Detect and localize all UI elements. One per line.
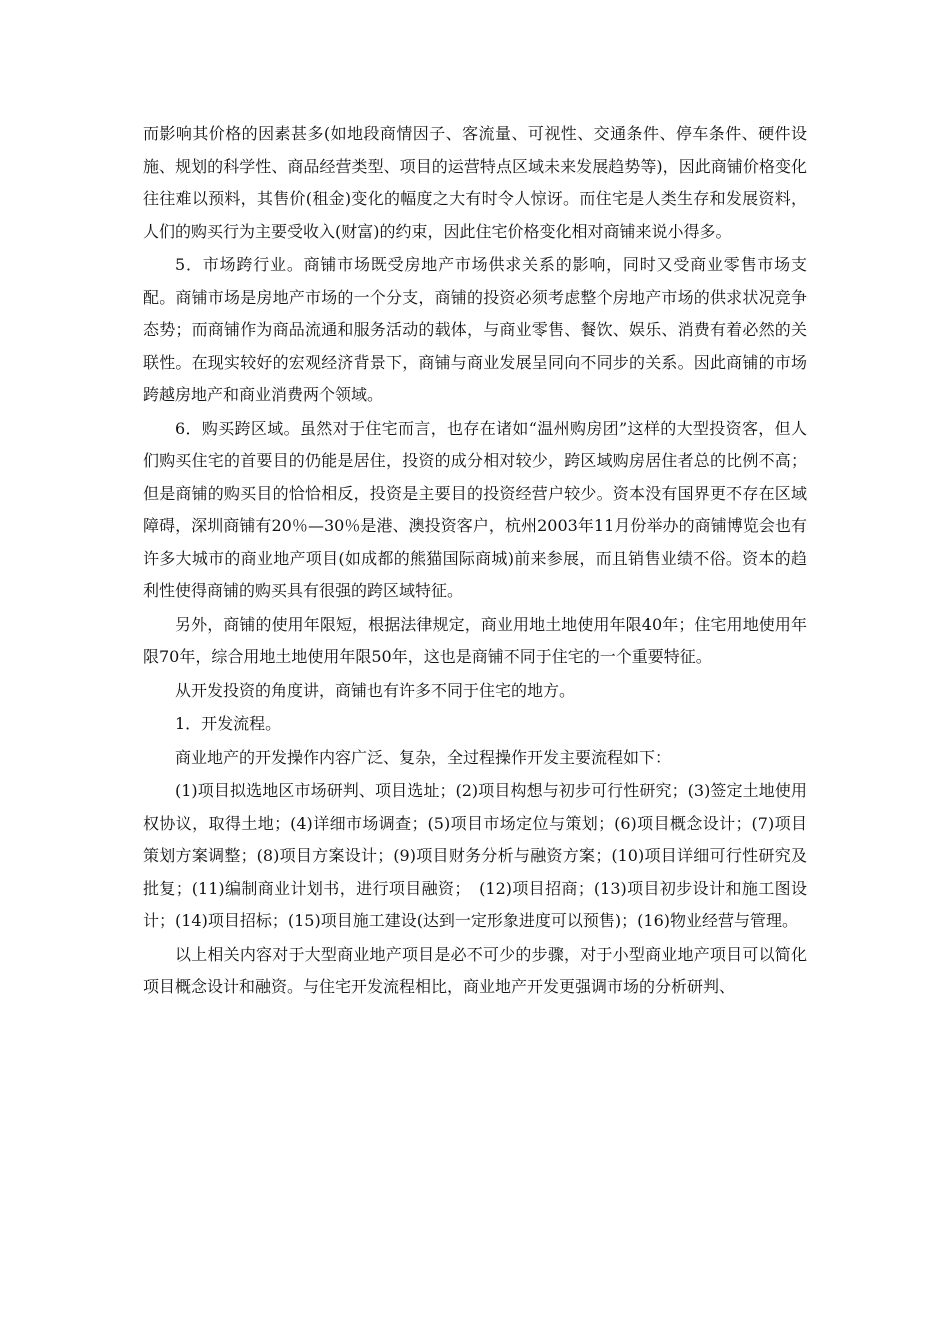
document-body (143, 118, 807, 1005)
paragraph-price-factors: 而影响其价格的因素甚多(如地段商情因子、客流量、可视性、交通条件、停车条件、硬件设施、规划的科学性、商品经营类型、项目的运营特点区域未来发展趋势等)，因此商铺价格变化往往难以预料，其售价(租金)变化的幅度之大有时令人惊讶。而住宅是人类生存和发展资料，人们的购买行为主要受收入(财富)的约束，因此住宅价格变化相对商铺来说小得多。 (143, 124, 807, 241)
paragraph-process-intro: 商业地产的开发操作内容广泛、复杂，全过程操作开发主要流程如下： (175, 747, 672, 767)
paragraph-investment-view: 从开发投资的角度讲，商铺也有许多不同于住宅的地方。 (175, 680, 576, 700)
paragraph-land-use-term: 另外，商铺的使用年限短，根据法律规定，商业用地土地使用年限40年；住宅用地使用年限70年，综合用地土地使用年限50年，这也是商铺不同于住宅的一个重要特征。 (143, 614, 807, 666)
paragraph-heading-dev-process: 1．开发流程。 (175, 714, 282, 733)
paragraph-cross-industry: 5．市场跨行业。商铺市场既受房地产市场供求关系的影响，同时又受商业零售市场支配。商铺市场是房地产市场的一个分支，商铺的投资必须考虑整个房地产市场的供求状况竞争态势；而商铺作为商品流通和服务活动的载体，与商业零售、餐饮、娱乐、消费有着必然的关联性。在现实较好的宏观经济背景下，商铺与商业发展呈同向不同步的关系。因此商铺的市场跨越房地产和商业消费两个领域。 (143, 255, 807, 404)
paragraph-process-steps: (1)项目拟选地区市场研判、项目选址；(2)项目构想与初步可行性研究；(3)签定土地使用权协议，取得土地；(4)详细市场调查；(5)项目市场定位与策划；(6)项目概念设计；(7)项目策划方案调整；(8)项目方案设计；(9)项目财务分析与融资方案；(10)项目详细可行性研究及批复；(11)编制商业计划书，进行项目融资； (12)项目招商；(13)项目初步设计和施工图设计；(14)项目招标；(15)项目施工建设(达到一定形象进度可以预售)；(16)物业经营与管理。 (143, 781, 807, 930)
paragraph-cross-region: 6．购买跨区域。虽然对于住宅而言，也存在诸如“温州购房团”这样的大型投资客，但人们购买住宅的首要目的仍能是居住，投资的成分相对较少，跨区域购房居住者总的比例不高；但是商铺的购买目的恰恰相反，投资是主要目的投资经营户较少。资本没有国界更不存在区域障碍，深圳商铺有20％—30％是港、澳投资客户，杭州2003年11月份举办的商铺博览会也有许多大城市的商业地产项目(如成都的熊猫国际商城)前来参展，而且销售业绩不俗。资本的趋利性使得商铺的购买具有很强的跨区域特征。 (143, 418, 807, 600)
paragraph-process-summary: 以上相关内容对于大型商业地产项目是必不可少的步骤，对于小型商业地产项目可以简化项目概念设计和融资。与住宅开发流程相比，商业地产开发更强调市场的分析研判、 (143, 944, 807, 996)
